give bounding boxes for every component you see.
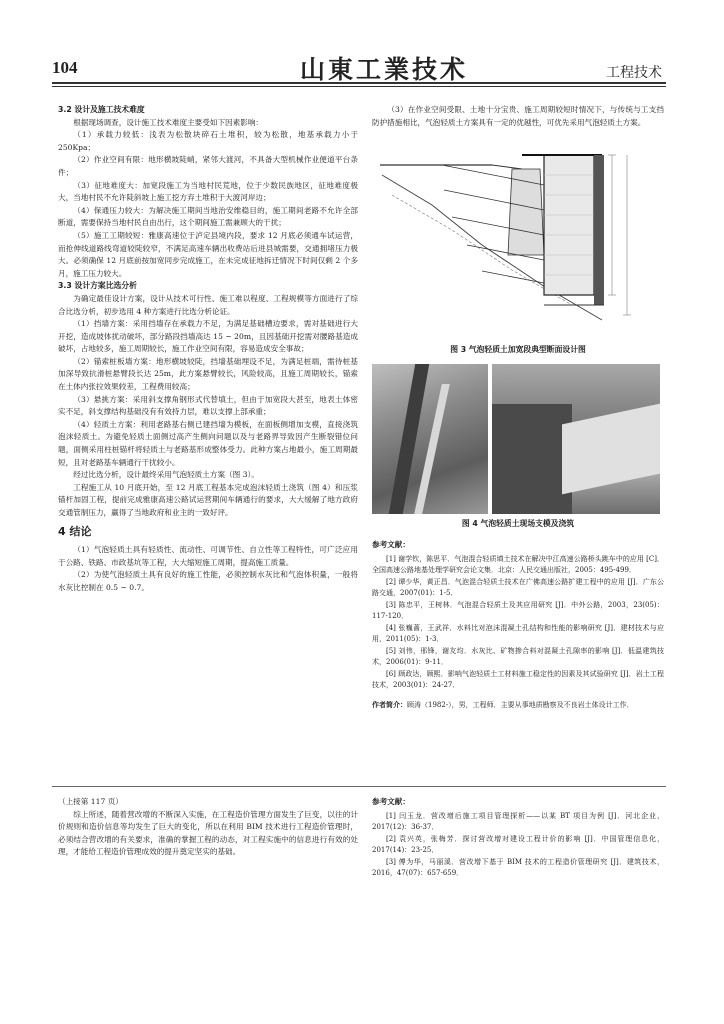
list-item: （5）施工工期较短：雅康高速位于泸定县境内段，要求 12 月底必须通车试运营，而抢伸线道路线弯道较陡较窄，不满足高速车辆出收费站后进县城需要，交通拥堵压力极大。必须确保 12 月底前按加宽同步完成施工，在未完成征地拆迁情况下时间仅剩 2 个多月，施工压力较大。	[58, 230, 358, 278]
section-3-3-heading: 3.3 设计方案比选分析	[58, 281, 137, 291]
paragraph: 根据现场调查，设计施工技术难度主要受如下因素影响：	[73, 117, 264, 127]
references-heading: 参考文献：	[372, 539, 410, 549]
reference-item: [1] 闫玉龙．营改增后施工项目管理探析——以某 BT 项目为例 [J]．河北企业，2017(12)：36-37．	[372, 811, 664, 832]
references-heading: 参考文献：	[372, 797, 410, 806]
left-column	[58, 104, 358, 595]
author-bio-label: 作者简介：	[372, 700, 407, 709]
reference-item: [2] 袁兴英，张梅芳．探讨营改增对建设工程计价的影响 [J]．中国管理信息化，2017(14)：23-25．	[372, 834, 664, 855]
journal-title: 山東工業技术	[300, 55, 469, 84]
reference-item: [3] 傅为华，马丽溪．营改增下基于 BIM 技术的工程造价管理研究 [J]．建筑技术，2016，47(07)：657-659．	[372, 857, 664, 878]
page-number: 104	[52, 58, 78, 77]
figure-4-caption: 图 4 气泡轻质土现场支模及浇筑	[461, 519, 575, 529]
paragraph: 为确定最佳设计方案，设计从技术可行性、施工难以程度、工程规模等方面进行了综合比选分析，初步选用 4 种方案进行比选分析论证。	[58, 293, 358, 316]
section-title: 工程技术	[606, 65, 662, 81]
paragraph: 综上所述，随着营改增的不断深入实施，在工程造价管理方面发生了巨变，以往的计价规则和造价信息等均发生了巨大的变化，所以在利用 BIM 技术进行工程造价管理时，必须结合营改增的有关要求，准确的掌握工程的动态，对工程实施中的信息进行有效的处理，才能给工程造价管理成效的提升奠定坚实的基础。	[58, 809, 358, 857]
reference-item: [5] 刘伟，邢锋，谢友均．水灰比、矿物掺合料对混凝土孔隙率的影响 [J]．低温建筑技术，2006(01)：9-11．	[372, 646, 664, 667]
list-item: （2）锚索桩板墙方案：地形横坡较陡，挡墙基础埋设不足，为满足桩端，需待桩基加深导致抗滑桩悬臂段长达 25m，此方案悬臂较长，风险较高，且施工周期较长，锚索在土体内张拉效果较差，工程费用较高；	[58, 356, 358, 392]
paragraph: （3）在作业空间受限、土地十分宝贵、施工周期较短时情况下，与传统与工支挡防护措施相比，气泡轻质土方案具有一定的优越性，可优先采用气泡轻质土方案。	[372, 105, 664, 127]
section-3-2-heading: 3.2 设计及施工技术难度	[58, 105, 145, 114]
wall-shadow	[492, 404, 572, 514]
right-column	[372, 104, 664, 711]
list-item: （2）作业空间有限：地形横坡陡峭，紧邻大渡河，不具备大型机械作业便道平台条件；	[58, 155, 358, 177]
list-item: （1）气泡轻质土具有轻质性、流动性、可调节性、自立性等工程特性，可广泛应用于公路、铁路、市政基坑等工程，大大缩短施工周期，提高施工质量。	[58, 545, 358, 567]
paragraph: 工程施工从 10 月底开始，至 12 月底工程基本完成泡沫轻质土浇筑（图 4）和压浆锚杆加固工程，提前完成雅康高速公路试运营期间车辆通行的要求，大大缓解了地方政府交通管制压力，赢得了当地政府和业主的一致好评。	[58, 482, 358, 517]
section-4-heading: 4 结论	[58, 524, 92, 538]
continued-from-note: （上接第 117 页）	[58, 797, 123, 806]
list-item: （1）挡墙方案：采用挡墙存在承载力不足，为满足基础槽边要求，需对基础进行大开挖，造成坡体扰动破坏，部分路段挡墙高达 15 ~ 20m，且因基础开挖需对腰路基造成破坏，占地较多，施工周期较长，施工作业空间有限，容易造成安全事故；	[58, 319, 358, 354]
figure-3-cross-section	[372, 135, 664, 335]
author-bio-text: 顾涛（1982-），男，工程师．主要从事地质勘察及不良岩土体设计工作．	[407, 700, 634, 709]
continued-article-text	[58, 796, 358, 859]
header-rule-thin	[52, 86, 666, 87]
article-divider	[52, 786, 666, 787]
list-item: （1）承载力较低：浅表为松散块碎石土堆积，较为松散，地基承载力小于 250Kpa；	[58, 130, 358, 152]
list-item: （4）保通压力较大：为解决施工期间当地治安维稳目的，施工期间老路不允许全部断道，需要保持当地村民自由出行，这个期间施工需兼顾大的干扰；	[58, 205, 358, 228]
list-item: （3）悬挑方案：采用斜支撑角钢形式代替填土，但由于加宽段大甚至，地表土体密实不足，斜支撑结构基础没有有效持力层，难以支撑上部承重；	[58, 394, 358, 417]
reference-item: [3] 陈忠平，王树林．气泡混合轻质土及其应用研究 [J]．中外公路，2003，23(05)：117-120．	[372, 600, 664, 621]
header-rule	[52, 82, 666, 84]
reference-item: [2] 谭少华，黄正昌．气泡混合轻质土技术在广佛高速公路扩建工程中的应用 [J]．广东公路交通，2007(01)：1-5．	[372, 577, 664, 598]
list-item: （4）轻质土方案：利用老路基右侧已建挡墙为模板，在面板侧增加支模，直接浇筑泡沫轻质土。为避免轻质土面侧过高产生侧向问题以及与老路界导致因产生断裂错位问题，面侧采用柱桩锚杆将轻质土与老路基形成整体受力。此种方案占地最小，施工周期最短，且对老路基车辆通行干扰较小。	[58, 419, 358, 467]
paragraph: 经过比选分析，设计最终采用气泡轻质土方案（图 3）。	[73, 470, 259, 480]
figure-3-caption: 图 3 气泡轻质土加宽段典型断面设计图	[450, 344, 586, 354]
author-bio	[372, 700, 664, 712]
figure-4-photos	[372, 364, 664, 514]
poured-slab	[562, 404, 660, 495]
reference-item: [1] 谢学钦，陈思平．气泡混合轻质填土技术在解决中江高速公路桥头跳车中的应用 [C]．全国高速公路地基处理学研究会论文集．北京：人民交通出版社，2005：495-499．	[372, 554, 664, 575]
list-item: （2）为使气泡轻质土具有良好的施工性能，必须控制水灰比和气泡体积量，一般将水灰比控制在 0.5 ~ 0.7。	[58, 570, 358, 592]
continued-article-references	[372, 796, 664, 880]
reference-item: [6] 顾政达，顾熙．影响气泡轻质土工材料施工稳定性的因素及其试验研究 [J]．岩土工程技术，2003(01)：24-27．	[372, 669, 664, 690]
list-item: （3）征地难度大：加宽段施工为当地村民荒地，位于少数民族地区，征地难度极大，当地村民不允许陡斜坡上施工挖方弃土堆积于大渡河岸边；	[58, 180, 358, 203]
reference-item: [4] 张巍蔷，王武祥．水料比对泡沫混凝土孔结构和性能的影响研究 [J]．建材技术与应用，2011(05)：1-3．	[372, 623, 664, 644]
site-photo-pouring	[492, 364, 660, 514]
site-photo-formwork	[372, 364, 488, 514]
